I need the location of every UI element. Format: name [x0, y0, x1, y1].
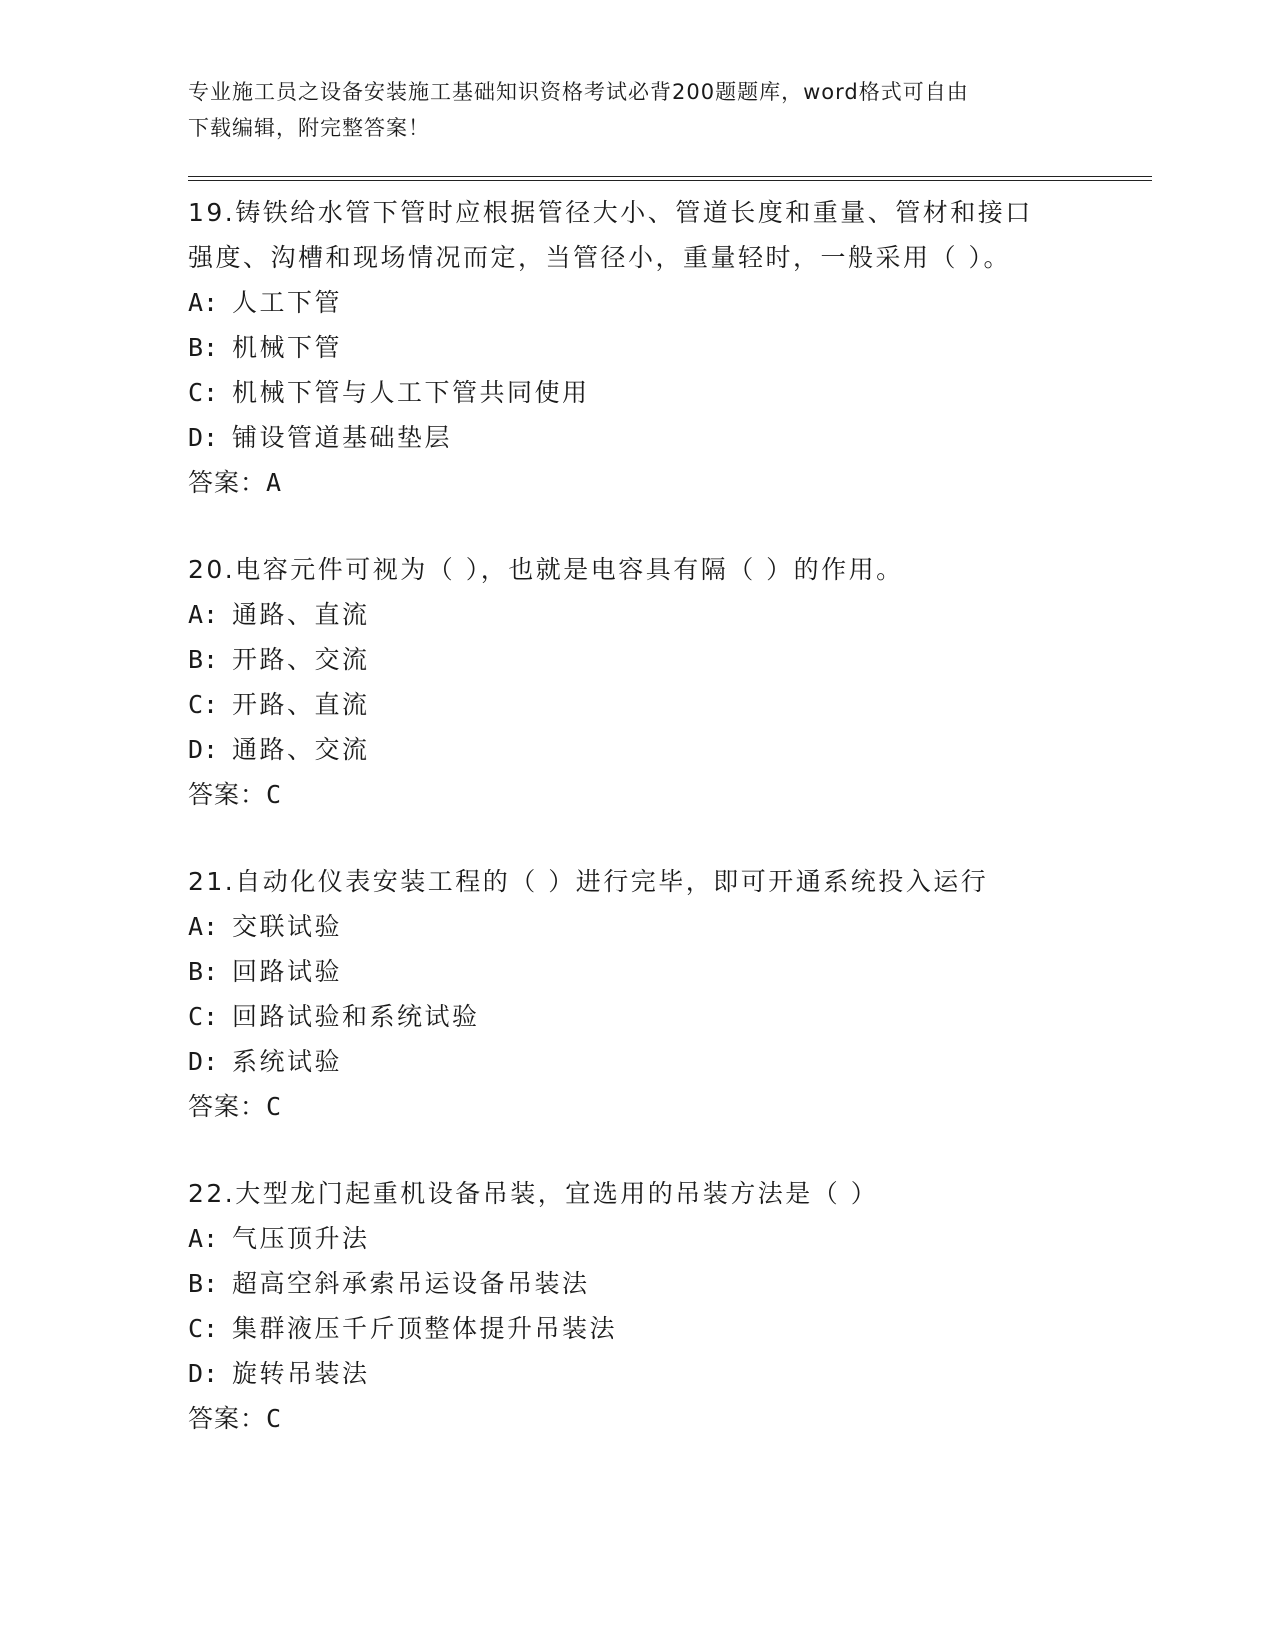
option-b	[188, 637, 1088, 682]
option-letter: B:	[188, 333, 219, 362]
option-letter: D:	[188, 423, 219, 452]
option-text: 气压顶升法	[232, 1224, 370, 1253]
question-19	[188, 190, 1088, 505]
answer-value: C	[266, 780, 283, 809]
option-text: 开路、交流	[232, 645, 370, 674]
option-a	[188, 1216, 1088, 1261]
question-22	[188, 1171, 1088, 1441]
option-text: 超高空斜承索吊运设备吊装法	[232, 1269, 590, 1298]
answer-label: 答案：	[188, 780, 267, 809]
option-d	[188, 415, 1088, 460]
option-text: 集群液压千斤顶整体提升吊装法	[232, 1314, 618, 1343]
answer-label: 答案：	[188, 468, 267, 497]
answer-line	[188, 460, 1088, 505]
answer-value: C	[266, 1404, 283, 1433]
option-letter: C:	[188, 1314, 219, 1343]
option-letter: A:	[188, 288, 219, 317]
option-text: 回路试验和系统试验	[232, 1002, 480, 1031]
header-line-1: 专业施工员之设备安装施工基础知识资格考试必背200题题库，word格式可自由	[188, 80, 969, 104]
option-letter: A:	[188, 1224, 219, 1253]
option-b	[188, 325, 1088, 370]
option-letter: D:	[188, 735, 219, 764]
option-b	[188, 1261, 1088, 1306]
option-b	[188, 949, 1088, 994]
option-d	[188, 1039, 1088, 1084]
question-list	[188, 190, 1088, 1483]
answer-value: C	[266, 1092, 283, 1121]
option-text: 人工下管	[232, 288, 343, 317]
answer-line	[188, 1084, 1088, 1129]
question-stem: 19.铸铁给水管下管时应根据管径大小、管道长度和重量、管材和接口	[188, 198, 1033, 227]
question-20	[188, 547, 1088, 817]
option-text: 回路试验	[232, 957, 343, 986]
option-letter: C:	[188, 1002, 219, 1031]
question-stem: 21.自动化仪表安装工程的（ ）进行完毕，即可开通系统投入运行	[188, 867, 989, 896]
question-stem: 20.电容元件可视为（ ），也就是电容具有隔（ ）的作用。	[188, 555, 904, 584]
answer-line	[188, 772, 1088, 817]
option-c	[188, 1306, 1088, 1351]
option-c	[188, 370, 1088, 415]
header-line-2: 下载编辑，附完整答案！	[188, 116, 430, 140]
answer-label: 答案：	[188, 1092, 267, 1121]
option-a	[188, 592, 1088, 637]
option-letter: B:	[188, 957, 219, 986]
option-text: 通路、交流	[232, 735, 370, 764]
option-letter: A:	[188, 912, 219, 941]
option-letter: C:	[188, 690, 219, 719]
option-d	[188, 1351, 1088, 1396]
option-c	[188, 994, 1088, 1039]
option-text: 机械下管	[232, 333, 343, 362]
option-d	[188, 727, 1088, 772]
option-letter: B:	[188, 1269, 219, 1298]
option-text: 旋转吊装法	[232, 1359, 370, 1388]
option-c	[188, 682, 1088, 727]
option-text: 开路、直流	[232, 690, 370, 719]
option-letter: C:	[188, 378, 219, 407]
option-text: 系统试验	[232, 1047, 343, 1076]
question-stem-continued: 强度、沟槽和现场情况而定，当管径小，重量轻时，一般采用（ ）。	[188, 243, 1011, 272]
answer-label: 答案：	[188, 1404, 267, 1433]
document-header	[188, 74, 1088, 146]
option-a	[188, 904, 1088, 949]
header-divider	[188, 176, 1152, 181]
question-21	[188, 859, 1088, 1129]
option-letter: A:	[188, 600, 219, 629]
question-stem: 22.大型龙门起重机设备吊装，宜选用的吊装方法是（ ）	[188, 1179, 879, 1208]
option-text: 通路、直流	[232, 600, 370, 629]
answer-value: A	[266, 468, 283, 497]
option-text: 机械下管与人工下管共同使用	[232, 378, 590, 407]
answer-line	[188, 1396, 1088, 1441]
option-letter: D:	[188, 1047, 219, 1076]
option-text: 交联试验	[232, 912, 343, 941]
option-letter: B:	[188, 645, 219, 674]
option-text: 铺设管道基础垫层	[232, 423, 453, 452]
option-letter: D:	[188, 1359, 219, 1388]
option-a	[188, 280, 1088, 325]
